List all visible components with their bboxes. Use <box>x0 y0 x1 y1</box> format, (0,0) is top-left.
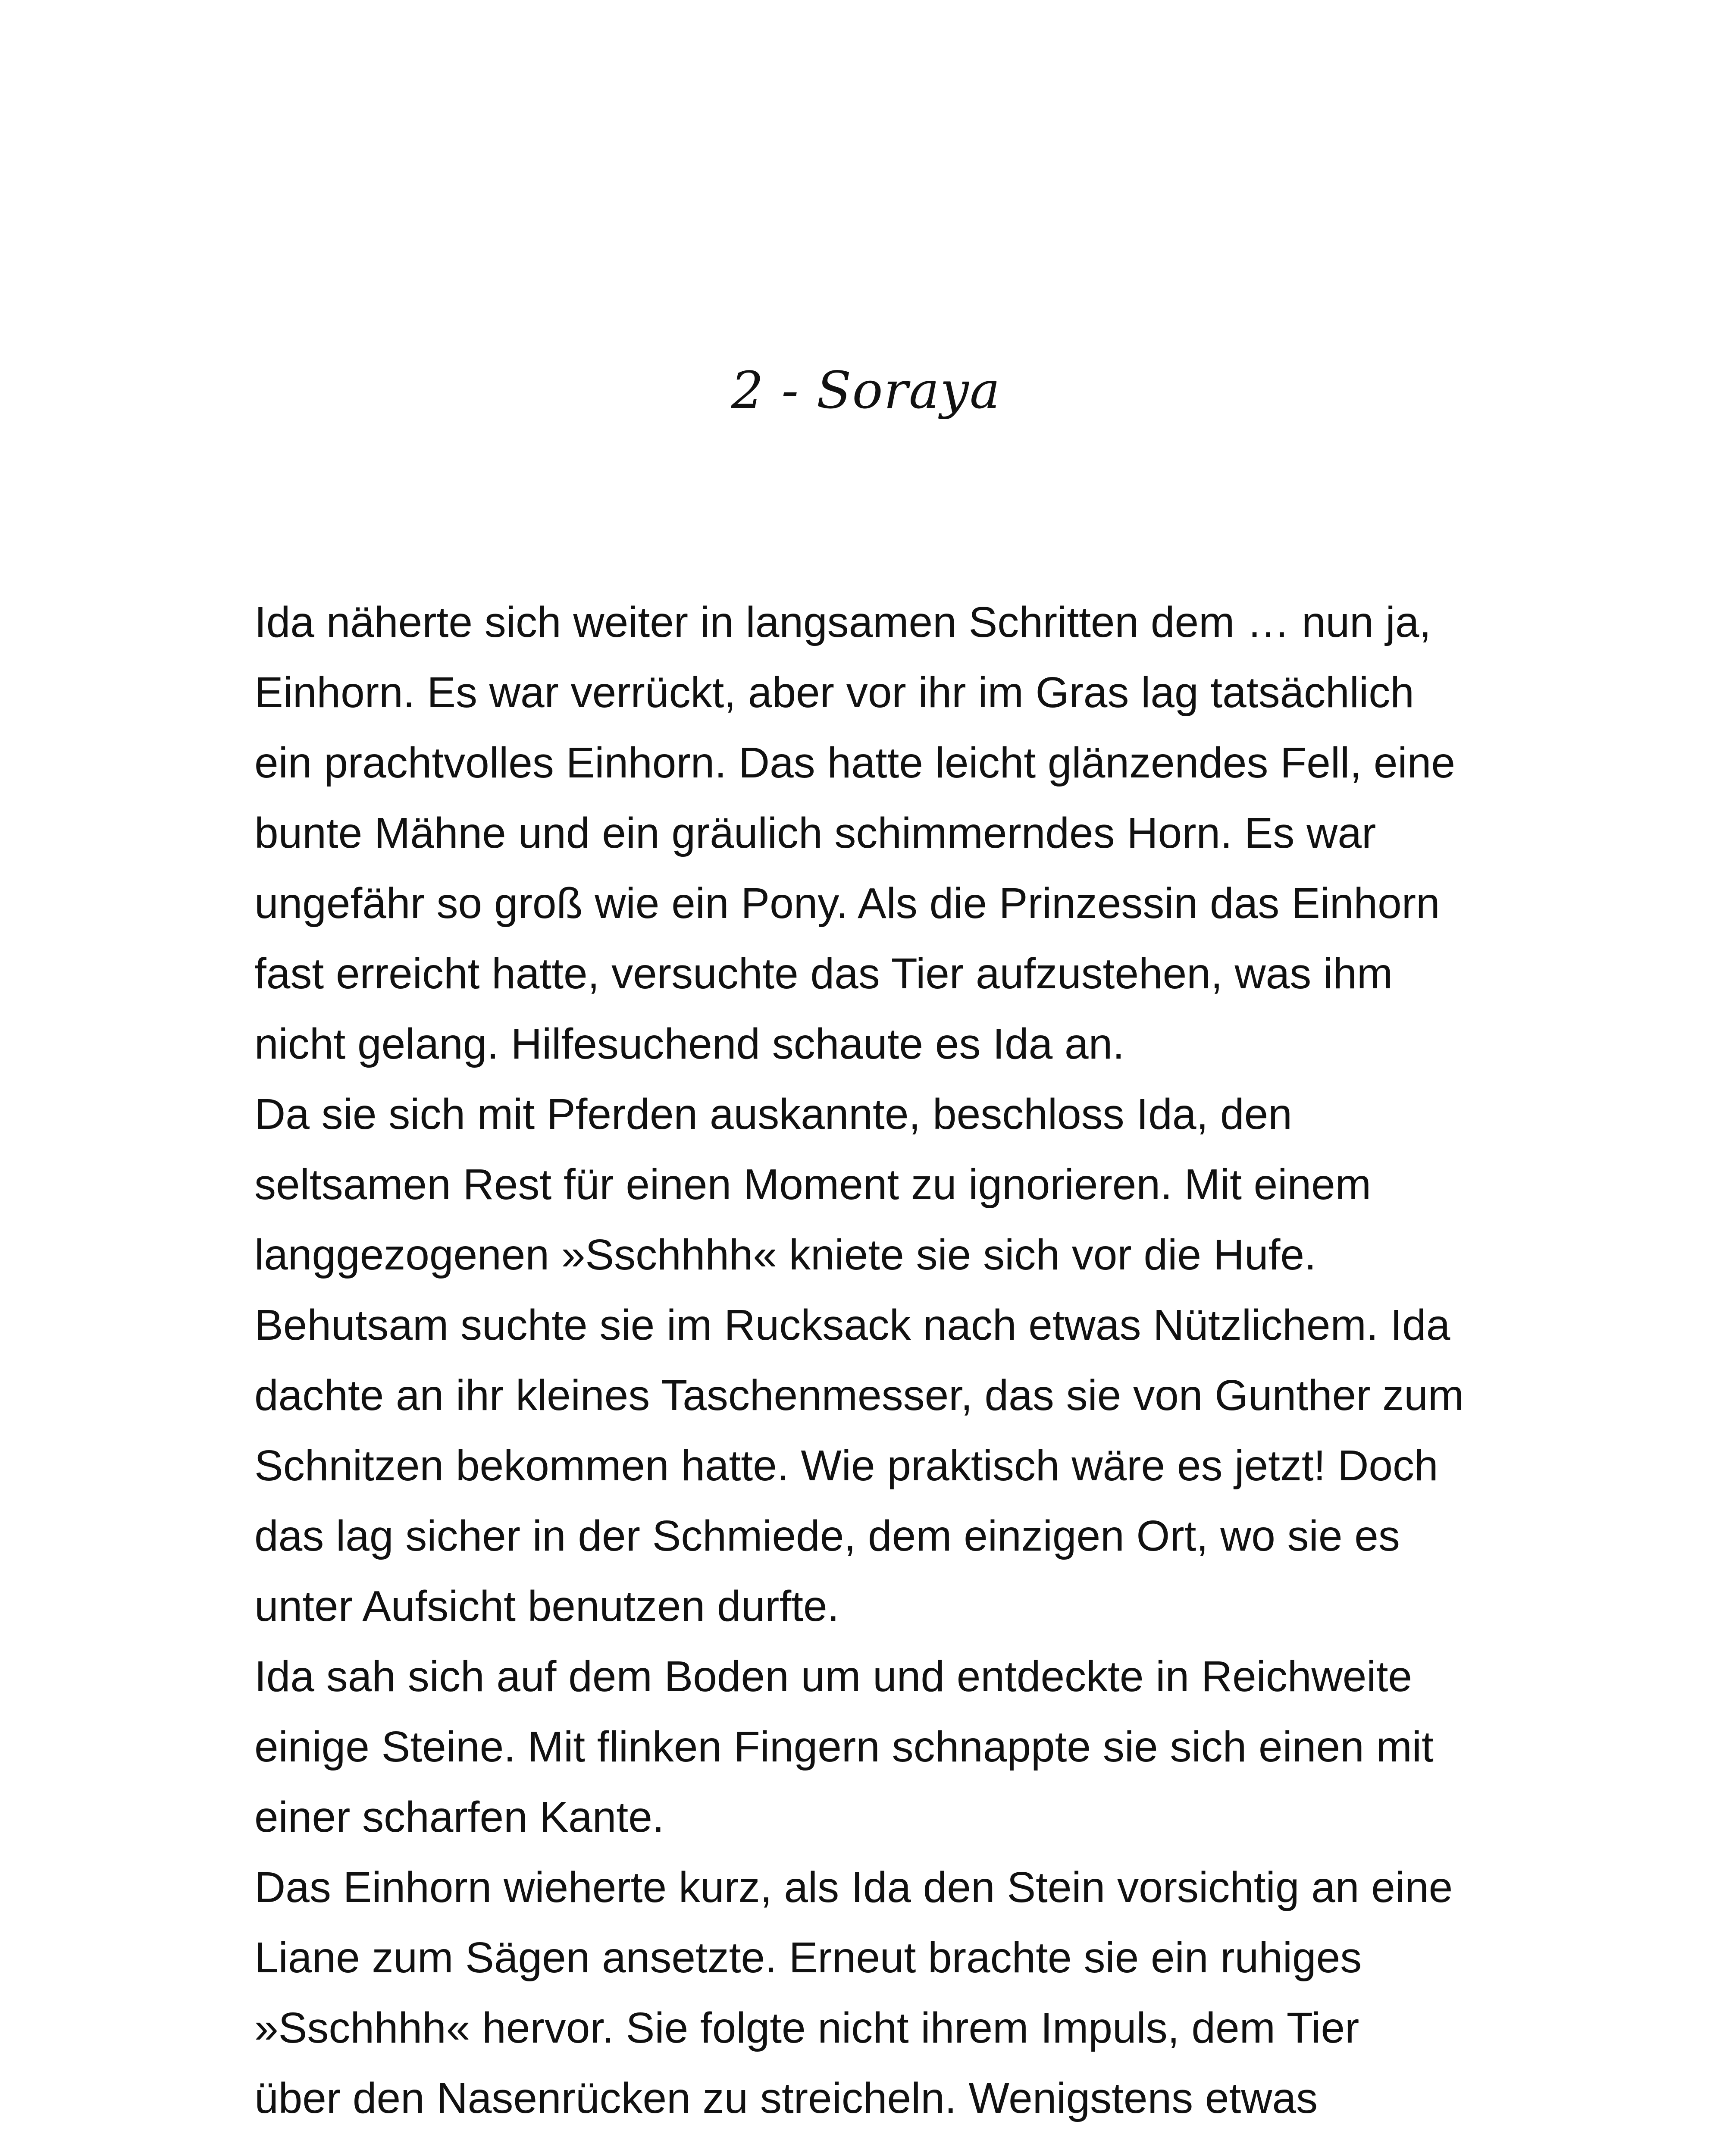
body-text <box>254 587 1531 2134</box>
text-line: langgezogenen »Sschhhh« kniete sie sich vor die Hufe. <box>254 1231 1316 1279</box>
text-line: ein prachtvolles Einhorn. Das hatte leicht glänzendes Fell, eine <box>254 739 1455 787</box>
text-line: Da sie sich mit Pferden auskannte, beschloss Ida, den <box>254 1090 1292 1138</box>
text-line: seltsamen Rest für einen Moment zu ignorieren. Mit einem <box>254 1160 1372 1209</box>
text-line: Liane zum Sägen ansetzte. Erneut brachte sie ein ruhiges <box>254 1934 1362 1982</box>
text-line: nicht gelang. Hilfesuchend schaute es Ida an. <box>254 1020 1125 1068</box>
text-line: bunte Mähne und ein gräulich schimmerndes Horn. Es war <box>254 809 1376 857</box>
text-line: Behutsam suchte sie im Rucksack nach etwas Nützlichem. Ida <box>254 1301 1450 1349</box>
text-line: Schnitzen bekommen hatte. Wie praktisch wäre es jetzt! Doch <box>254 1442 1438 1490</box>
text-line: Ida sah sich auf dem Boden um und entdeckte in Reichweite <box>254 1652 1412 1701</box>
text-line: unter Aufsicht benutzen durfte. <box>254 1582 839 1630</box>
text-line: das lag sicher in der Schmiede, dem einzigen Ort, wo sie es <box>254 1512 1400 1560</box>
text-line: einer scharfen Kante. <box>254 1793 664 1841</box>
text-line: Das Einhorn wieherte kurz, als Ida den Stein vorsichtig an eine <box>254 1863 1453 1912</box>
text-line: dachte an ihr kleines Taschenmesser, das sie von Gunther zum <box>254 1371 1464 1420</box>
text-line: »Sschhhh« hervor. Sie folgte nicht ihrem Impuls, dem Tier <box>254 2004 1359 2052</box>
chapter-title: 2 - Soraya <box>731 360 1001 420</box>
text-line: Einhorn. Es war verrückt, aber vor ihr im Gras lag tatsächlich <box>254 668 1414 717</box>
text-line: ungefähr so groß wie ein Pony. Als die Prinzessin das Einhorn <box>254 879 1440 928</box>
text-line: Ida näherte sich weiter in langsamen Schritten dem … nun ja, <box>254 598 1431 646</box>
text-line: einige Steine. Mit flinken Fingern schnappte sie sich einen mit <box>254 1723 1434 1771</box>
text-line: fast erreicht hatte, versuchte das Tier aufzustehen, was ihm <box>254 950 1393 998</box>
text-line: über den Nasenrücken zu streicheln. Wenigstens etwas <box>254 2074 1318 2122</box>
